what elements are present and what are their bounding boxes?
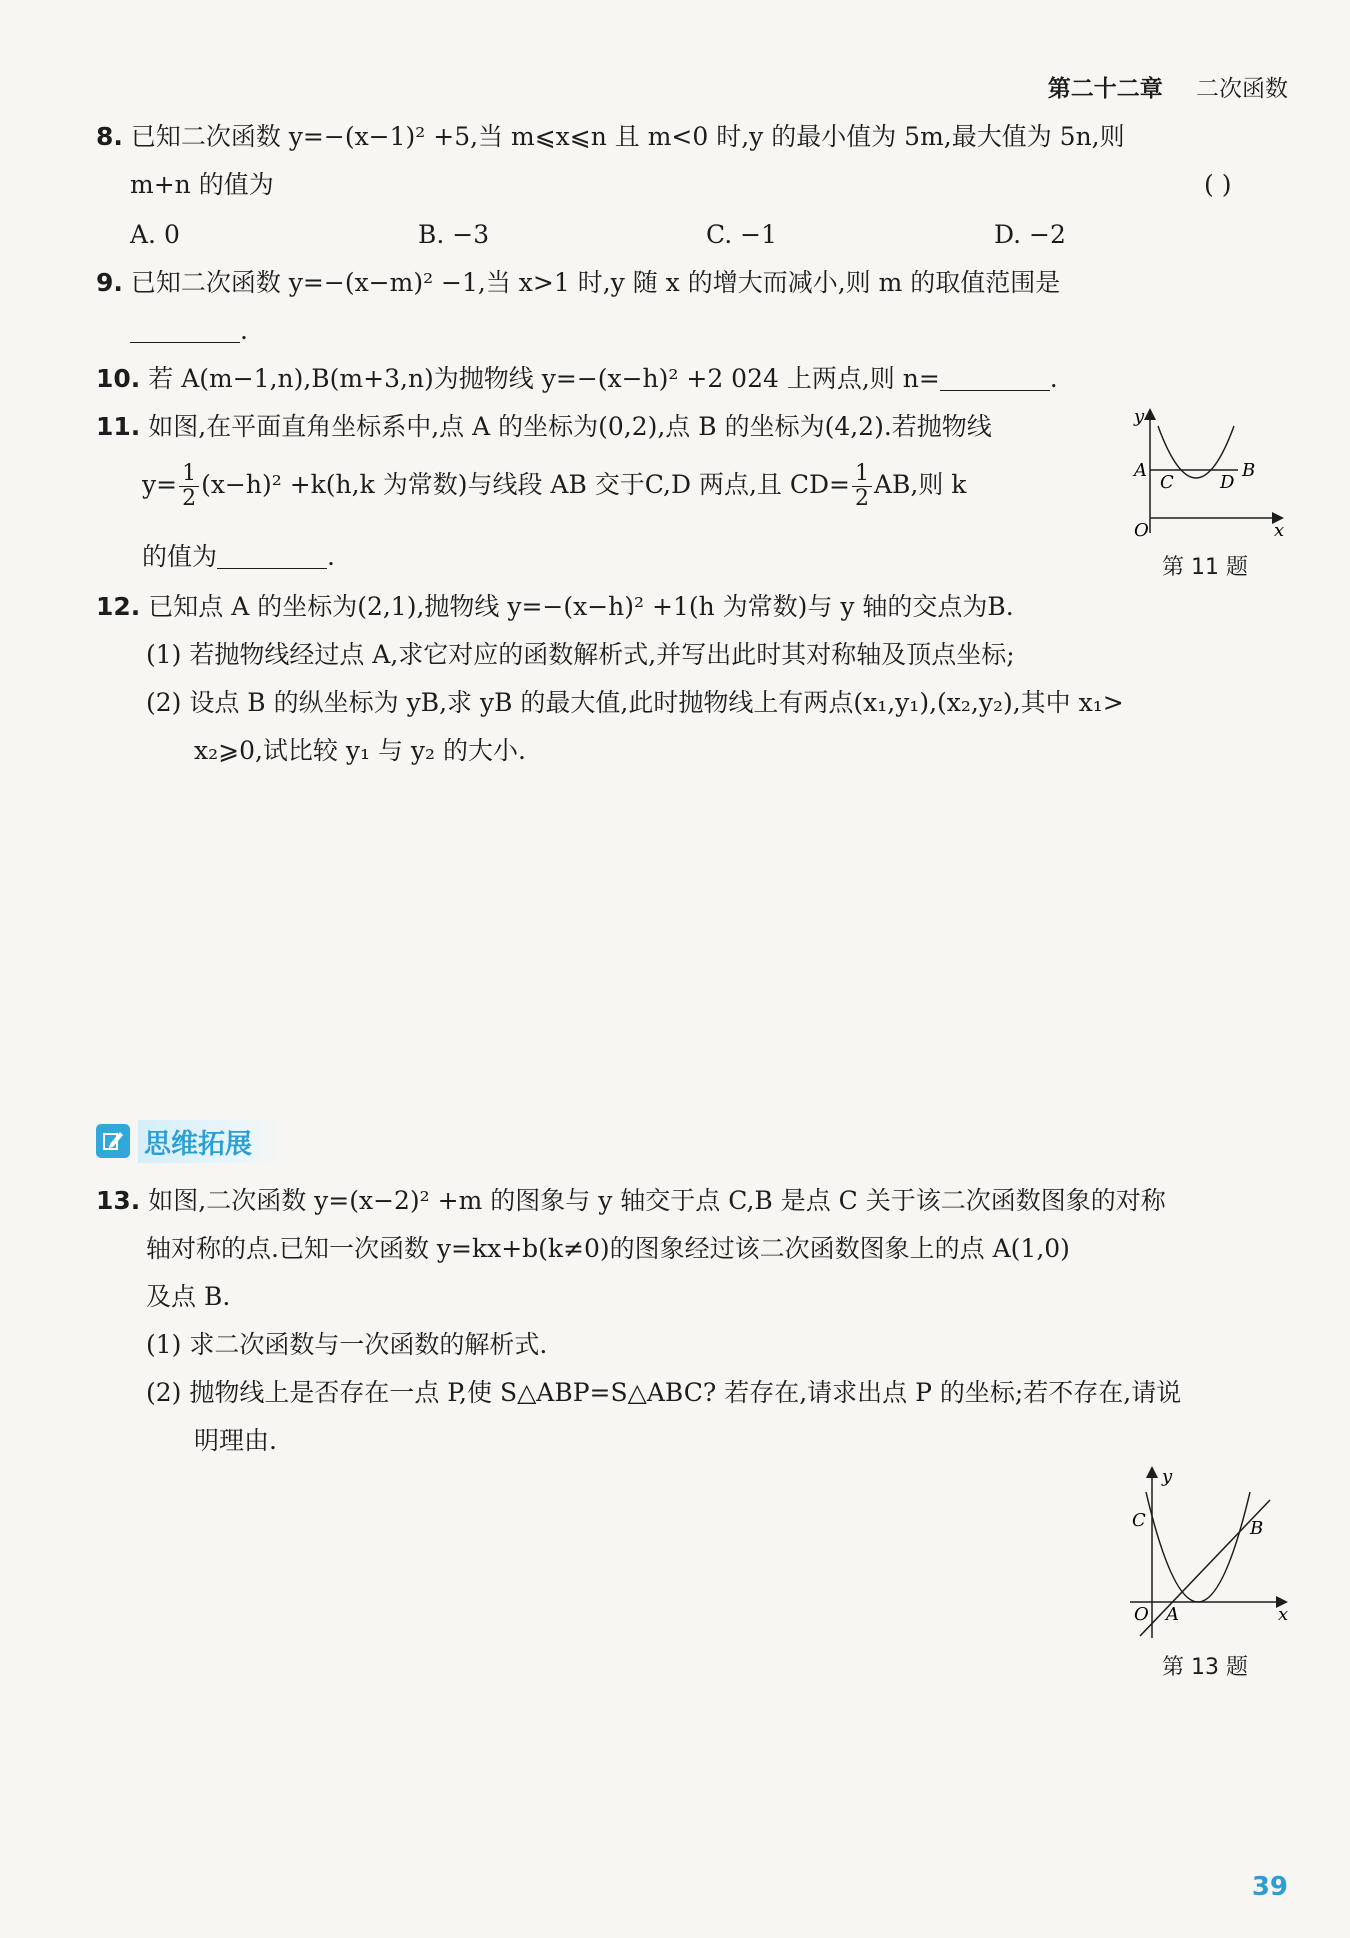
q12-part2-line1: (2) 设点 B 的纵坐标为 yB,求 yB 的最大值,此时抛物线上有两点(x₁,y₁),(x₂,y₂),其中 x₁> <box>146 688 1124 717</box>
q13-text-line2: 轴对称的点.已知一次函数 y=kx+b(k≠0)的图象经过该二次函数图象上的点 A(1,0) <box>146 1234 1070 1263</box>
q12-part2-line2: x₂⩾0,试比较 y₁ 与 y₂ 的大小. <box>194 736 526 765</box>
q8-number: 8. <box>96 122 123 151</box>
page-header <box>1048 70 1288 103</box>
q9-text-line1: 已知二次函数 y=−(x−m)² −1,当 x>1 时,y 随 x 的增大而减小,则 m 的取值范围是 <box>130 268 1061 297</box>
q11-label-o: O <box>1134 520 1149 538</box>
section-title: 思维拓展 <box>138 1120 282 1163</box>
q12-number: 12. <box>96 592 141 621</box>
q11-figure <box>1110 408 1290 538</box>
q11-line3-start: 的值为 <box>142 542 218 571</box>
q13-label-b: B <box>1250 1518 1264 1539</box>
q11-frac1-den: 2 <box>182 486 197 512</box>
q13-label-a: A <box>1166 1604 1179 1625</box>
q11-line3-end: . <box>327 542 335 571</box>
chapter-title: 二次函数 <box>1196 76 1288 102</box>
q11-label-x: x <box>1274 520 1285 538</box>
q11-figure-caption: 第 11 题 <box>1162 555 1248 580</box>
q10-text-end: . <box>1049 364 1058 393</box>
q9-number: 9. <box>96 268 123 297</box>
q13-text-line1: 如图,二次函数 y=(x−2)² +m 的图象与 y 轴交于点 C,B 是点 C 关于该二次函数图象的对称 <box>148 1186 1166 1215</box>
q13-number: 13. <box>96 1186 141 1215</box>
q11-label-y: y <box>1134 408 1145 427</box>
q11-line3 <box>142 544 335 569</box>
q10-answer-blank[interactable] <box>940 366 1050 391</box>
q11-text-line1: 如图,在平面直角坐标系中,点 A 的坐标为(0,2),点 B 的坐标为(4,2).若抛物线 <box>148 412 992 441</box>
q13-label-o: O <box>1134 1604 1149 1625</box>
q9-answer-blank[interactable] <box>130 318 240 343</box>
q13-part2-line1: (2) 抛物线上是否存在一点 P,使 S△ABP=S△ABC? 若存在,请求出点 P 的坐标;若不存在,请说 <box>146 1378 1182 1407</box>
q11-line2-c: AB,则 k <box>873 470 967 500</box>
q8-option-d: D. −2 <box>994 220 1066 249</box>
q12-part1: (1) 若抛物线经过点 A,求它对应的函数解析式,并写出此时其对称轴及顶点坐标; <box>146 640 1015 669</box>
q13-part1: (1) 求二次函数与一次函数的解析式. <box>146 1330 548 1359</box>
q8-option-c: C. −1 <box>706 220 777 249</box>
q11-label-a: A <box>1134 460 1147 481</box>
q9-line1 <box>96 270 1060 295</box>
q10-line <box>96 366 1058 391</box>
q13-text-line3: 及点 B. <box>146 1282 231 1311</box>
chapter-label: 第二十二章 <box>1047 76 1163 102</box>
q10-text: 若 A(m−1,n),B(m+3,n)为抛物线 y=−(x−h)² +2 024 上两点,则 n= <box>148 364 940 393</box>
q11-frac2-num: 1 <box>852 462 872 487</box>
q8-option-a: A. 0 <box>130 220 180 249</box>
q13-line1 <box>96 1188 1166 1213</box>
q11-line1 <box>96 414 992 439</box>
q13-figure <box>1110 1462 1290 1642</box>
q10-number: 10. <box>96 364 141 393</box>
q11-line2-b: (x−h)² +k(h,k 为常数)与线段 AB 交于C,D 两点,且 CD= <box>201 470 850 500</box>
q13-part2-line2: 明理由. <box>194 1426 277 1455</box>
q11-label-c: C <box>1160 472 1174 493</box>
section-pencil-icon <box>96 1124 130 1158</box>
q12-line1 <box>96 594 1014 619</box>
q9-line2-end: . <box>240 316 248 345</box>
page-number: 39 <box>1251 1872 1288 1902</box>
q11-answer-blank[interactable] <box>217 544 327 569</box>
q8-line1 <box>96 124 1125 149</box>
q8-text-line2: m+n 的值为 <box>130 170 274 199</box>
q13-label-y: y <box>1162 1466 1173 1487</box>
q8-option-b: B. −3 <box>418 220 490 249</box>
q8-text-line1: 已知二次函数 y=−(x−1)² +5,当 m⩽x⩽n 且 m<0 时,y 的最小值为 5m,最大值为 5n,则 <box>130 122 1125 151</box>
q11-line2-a: y= <box>142 470 178 500</box>
q11-line2 <box>142 462 966 511</box>
q9-line2 <box>130 318 248 343</box>
section-heading <box>96 1122 282 1160</box>
q11-frac2-den: 2 <box>854 486 869 512</box>
q11-fraction-1 <box>179 462 199 511</box>
q11-number: 11. <box>96 412 141 441</box>
q13-figure-caption: 第 13 题 <box>1162 1655 1248 1680</box>
q11-frac1-num: 1 <box>179 462 199 487</box>
q13-parabola <box>1146 1492 1250 1602</box>
q13-label-c: C <box>1132 1510 1146 1531</box>
q11-label-b: B <box>1242 460 1256 481</box>
q11-label-d: D <box>1220 472 1235 493</box>
q12-text-line1: 已知点 A 的坐标为(2,1),抛物线 y=−(x−h)² +1(h 为常数)与 y 轴的交点为B. <box>148 592 1014 621</box>
q13-label-x: x <box>1278 1604 1289 1625</box>
q11-fraction-2 <box>852 462 872 511</box>
q8-answer-paren: ( ) <box>1204 170 1232 199</box>
